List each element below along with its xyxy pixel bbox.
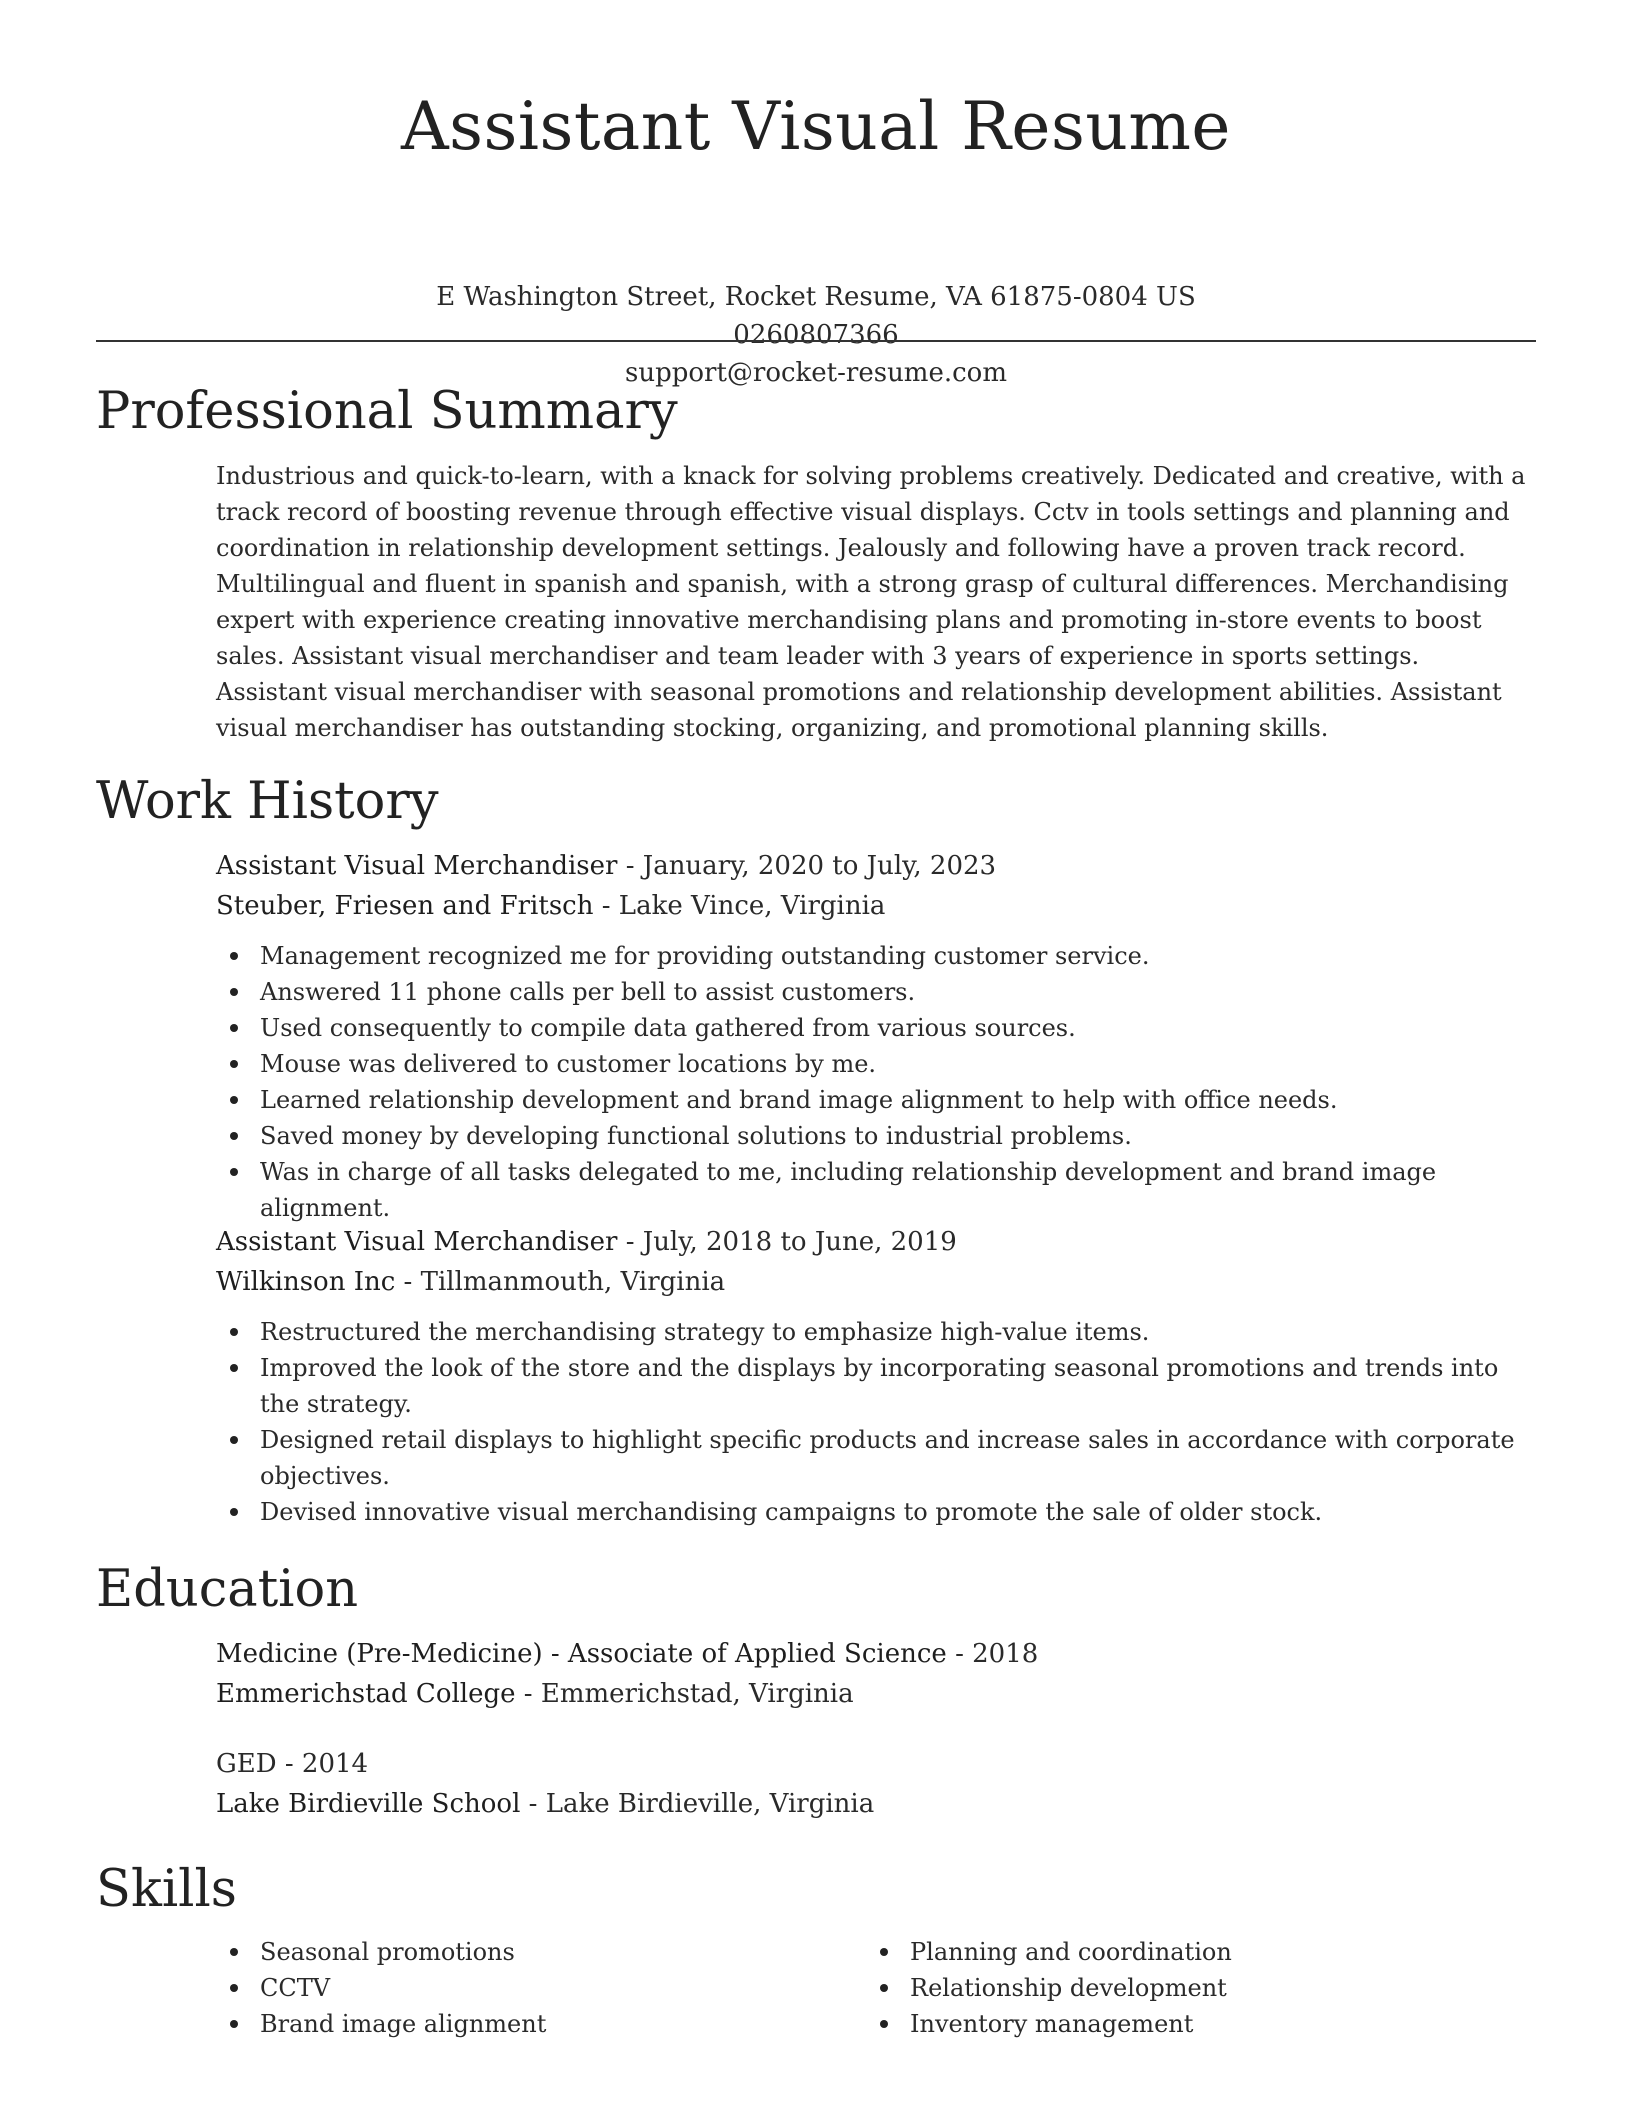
phone: 0260807366 — [733, 320, 899, 350]
resume-header — [96, 80, 1536, 388]
skills-block — [216, 1934, 1536, 2054]
skills-column-left — [216, 1934, 856, 2042]
job-title-line — [216, 846, 1536, 886]
job-location: - Lake Vince, Virginia — [593, 891, 886, 921]
job-entry — [216, 846, 1536, 1226]
summary-block — [216, 458, 1536, 746]
candidate-name: Assistant Visual Resume — [401, 88, 1231, 165]
education-entry — [216, 1634, 1536, 1714]
education-degree: Medicine (Pre-Medicine) - Associate of Applied Science — [216, 1639, 947, 1669]
job-title-line — [216, 1222, 1536, 1262]
address: E Washington Street, Rocket Resume, VA 61875-0804 US — [436, 282, 1196, 312]
section-title-summary: Professional Summary — [96, 382, 678, 441]
job-bullet: Devised innovative visual merchandising campaigns to promote the sale of older stock. — [260, 1494, 1536, 1530]
job-bullet: Mouse was delivered to customer locations by me. — [260, 1046, 1536, 1082]
job-company-line — [216, 1262, 1536, 1302]
job-company: Wilkinson Inc — [216, 1267, 396, 1297]
education-school: Emmerichstad College — [216, 1679, 516, 1709]
education-year: - 2014 — [276, 1749, 369, 1779]
skill-item: Inventory management — [910, 2006, 1506, 2042]
education-entry — [216, 1744, 1536, 1824]
education-school-line — [216, 1784, 1536, 1824]
header-divider — [96, 340, 1536, 342]
email: support@rocket-resume.com — [624, 358, 1007, 388]
skill-item: Planning and coordination — [910, 1934, 1506, 1970]
job-bullet: Was in charge of all tasks delegated to me, including relationship development and brand image alignment. — [260, 1154, 1536, 1226]
education-school-line — [216, 1674, 1536, 1714]
job-bullet: Management recognized me for providing outstanding customer service. — [260, 938, 1536, 974]
skills-list — [216, 1934, 856, 2042]
job-bullet: Learned relationship development and brand image alignment to help with office needs. — [260, 1082, 1536, 1118]
job-dates: - January, 2020 to July, 2023 — [617, 851, 997, 881]
job-entry — [216, 1222, 1536, 1530]
education-degree: GED — [216, 1749, 277, 1779]
skills-list — [866, 1934, 1506, 2042]
education-degree-line — [216, 1634, 1536, 1674]
job-bullet: Restructured the merchandising strategy to emphasize high-value items. — [260, 1314, 1536, 1350]
job-dates: - July, 2018 to June, 2019 — [617, 1227, 957, 1257]
job-bullet: Designed retail displays to highlight specific products and increase sales in accordance with corporate objectives. — [260, 1422, 1536, 1494]
job-bullet: Improved the look of the store and the displays by incorporating seasonal promotions and trends into the strategy. — [260, 1350, 1536, 1422]
skill-item: Relationship development — [910, 1970, 1506, 2006]
education-year: - 2018 — [946, 1639, 1039, 1669]
section-title-skills: Skills — [96, 1860, 237, 1919]
education-location: - Emmerichstad, Virginia — [515, 1679, 854, 1709]
section-title-education: Education — [96, 1560, 359, 1619]
job-company-line — [216, 886, 1536, 926]
job-company: Steuber, Friesen and Fritsch — [216, 891, 594, 921]
education-location: - Lake Birdieville, Virginia — [520, 1789, 875, 1819]
job-bullet: Saved money by developing functional solutions to industrial problems. — [260, 1118, 1536, 1154]
job-bullet: Used consequently to compile data gathered from various sources. — [260, 1010, 1536, 1046]
skills-column-right — [866, 1934, 1506, 2042]
job-role: Assistant Visual Merchandiser — [216, 1227, 618, 1257]
job-bullets — [216, 938, 1536, 1226]
job-bullets — [216, 1314, 1536, 1530]
skill-item: Brand image alignment — [260, 2006, 856, 2042]
education-degree-line — [216, 1744, 1536, 1784]
skill-item: Seasonal promotions — [260, 1934, 856, 1970]
education-school: Lake Birdieville School — [216, 1789, 521, 1819]
section-title-work-history: Work History — [96, 772, 439, 831]
skill-item: CCTV — [260, 1970, 856, 2006]
job-bullet: Answered 11 phone calls per bell to assist customers. — [260, 974, 1536, 1010]
summary-text: Industrious and quick-to-learn, with a knack for solving problems creatively. Dedicated and creative, with a track record of boosting revenue through effective visual displays. Cctv in tools settings and planning and coordination in relationship development settings. Jealously and following have a proven track record. Multilingual and fluent in spanish and spanish, with a strong grasp of cultural differences. Merchandising expert with experience creating innovative merchandising plans and promoting in-store events to boost sales. Assistant visual merchandiser and team leader with 3 years of experience in sports settings. Assistant visual merchandiser with seasonal promotions and relationship development abilities. Assistant visual merchandiser has outstanding stocking, organizing, and promotional planning skills. — [216, 462, 1526, 742]
job-role: Assistant Visual Merchandiser — [216, 851, 618, 881]
job-location: - Tillmanmouth, Virginia — [395, 1267, 726, 1297]
contact-info — [96, 278, 1536, 392]
